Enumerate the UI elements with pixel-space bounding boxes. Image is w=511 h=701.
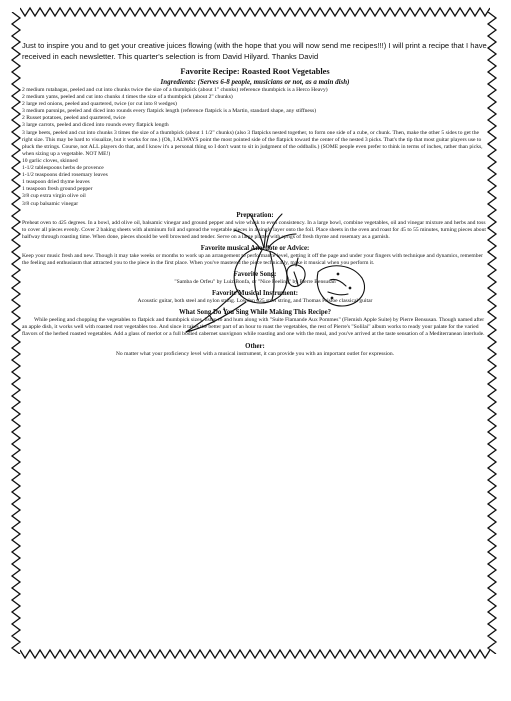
intro-paragraph: Just to inspire you and to get your creative juices flowing (with the hope that you will now send me recipes!!!) I will print a recipe that I have received in each newsletter. This quarter's selection is from David Hilyard. Thanks David	[22, 41, 487, 61]
preparation-heading: Preparation:	[236, 211, 274, 219]
ingredient-item: 3/8 cup extra virgin olive oil	[22, 193, 86, 200]
ingredient-item: 2 medium yams, peeled and cut into chunks 4 times the size of a thumbpick (about 2" chunks)	[22, 94, 233, 101]
instrument-text: Acoustic guitar, both steel and nylon string. Lowden 025 steel string, and Thomas Prisloe classical guitar	[137, 298, 373, 305]
ingredient-item: 3 medium parsnips, peeled and diced into rounds every flatpick length (reference flatpick is a Martin, standard shape, any stiffness)	[22, 108, 317, 115]
ingredient-item: 3/8 cup balsamic vinegar	[22, 200, 79, 207]
vegetables-illustration	[180, 208, 370, 338]
recipe-title: Favorite Recipe: Roasted Root Vegetables	[180, 67, 330, 76]
instrument-heading: Favorite Musical Instrument:	[211, 290, 299, 298]
song-heading: Favorite Song:	[233, 271, 277, 279]
preparation-text: Preheat oven to 425 degrees. In a bowl, add olive oil, balsamic vinegar and ground pepper and wire whisk to even consistency. In a large bowl, combine vegetables, oil and vinegar mixture and herbs and toss to cover all pieces evenly. Cover 2 baking sheets with aluminum foil and spread the vegetable pieces in a single layer onto the foil. Place sheets in the oven and roast for 45 to 55 minutes, turning pieces about halfway through roasting time. When done, pieces should be well browned and tender. Serve on a large platter with sprigs of fresh thyme and rosemary as a garnish.	[22, 219, 486, 240]
ingredient-item: 1 teaspoon dried thyme leaves	[22, 179, 90, 186]
ingredients-list	[22, 87, 488, 208]
ingredients-heading: Ingredients: (Serves 6-8 people, musicians or not, as a main dish)	[160, 78, 350, 86]
ingredient-item: 2 large red onions, peeled and quartered, twice (or cut into 8 wedges)	[22, 101, 177, 108]
ingredient-item: 3 large carrots, peeled and diced into rounds every flatpick length	[22, 122, 169, 129]
song-text: "Samba de Orfeu" by Luiz Bonfa, or "Nice Feeling" by Pierre Bensusan	[174, 279, 336, 286]
other-heading: Other:	[245, 342, 265, 350]
ingredient-item: 10 garlic cloves, skinned	[22, 157, 78, 164]
sing-text: While peeling and chopping the vegetables to flatpick and thumbpick sizes, listen to and hum along with "Suite Flamande Aux Pommes" (Flemish Apple Suite) by Pierre Bensusan. Though named after an apple dish, it works well with roasted root vegetables too. And since it takes the better part of an hour to roast the vegetables, the rest of Pierre's "Solilai" album works to ready your palate for the varied flavors of the herbed roasted vegetables. Add a glass of merlot or a full bodied cabernet sauvignon while roasting and one with the meal, and you've arrived at the taste sensation of a Mediterranean interlude.	[22, 317, 485, 338]
border-bottom	[20, 648, 490, 660]
ingredient-item: 2 Russet potatoes, peeled and quartered, twice	[22, 115, 126, 122]
ingredient-item: 1-1/2 teaspoons dried rosemary leaves	[22, 172, 108, 179]
anecdote-heading: Favorite musical Anecdote or Advice:	[200, 244, 310, 252]
anecdote-text: Keep your music fresh and new. Though it may take weeks or months to work up an arrangement to performance level, getting it off the page and under your fingers with technique and dynamics, remember the feeling and enthusiasm that attracted you to the piece in the first place. When you've mastered the piece technically, make it musical when you perform it.	[22, 252, 483, 266]
other-text: No matter what your proficiency level with a musical instrument, it can provide you with an important outlet for expression.	[115, 350, 395, 357]
sing-heading: What Song Do You Sing While Making This Recipe?	[178, 309, 332, 317]
ingredient-item: 3 large beets, peeled and cut into chunks 3 times the size of a thumbpick (about 1 1/2" chunks) (also 3 flatpicks nested together, to form one side of a cube, or chunk. Then, make the other 5 sides to get the right size. This may be hard to visualize, but it works for me.) (Oh, I ALWAYS point the most pointed side of the flatpick toward the center of the nested 3 picks. That's the tip that most guitar players use to pluck the strings. Course, not ALL players do that, and I know it's a personal thing so I don't want to sit in judgment of the oddballs.) (SOME people even prefer to think in terms of inches, rather than picks, when sizing up a vegetable. NOT ME!)	[22, 129, 483, 157]
ingredient-item: 2 medium rutabagas, peeled and cut into chunks twice the size of a thumbpick (about 1" chunks) reference thumbpick is a Herco Heavy)	[22, 87, 328, 93]
ingredient-item: 1-1/2 tablespoons herbs de provence	[22, 165, 104, 172]
border-left	[10, 12, 22, 654]
border-top	[20, 6, 490, 18]
ingredient-item: 1 teaspoon fresh ground pepper	[22, 186, 93, 193]
